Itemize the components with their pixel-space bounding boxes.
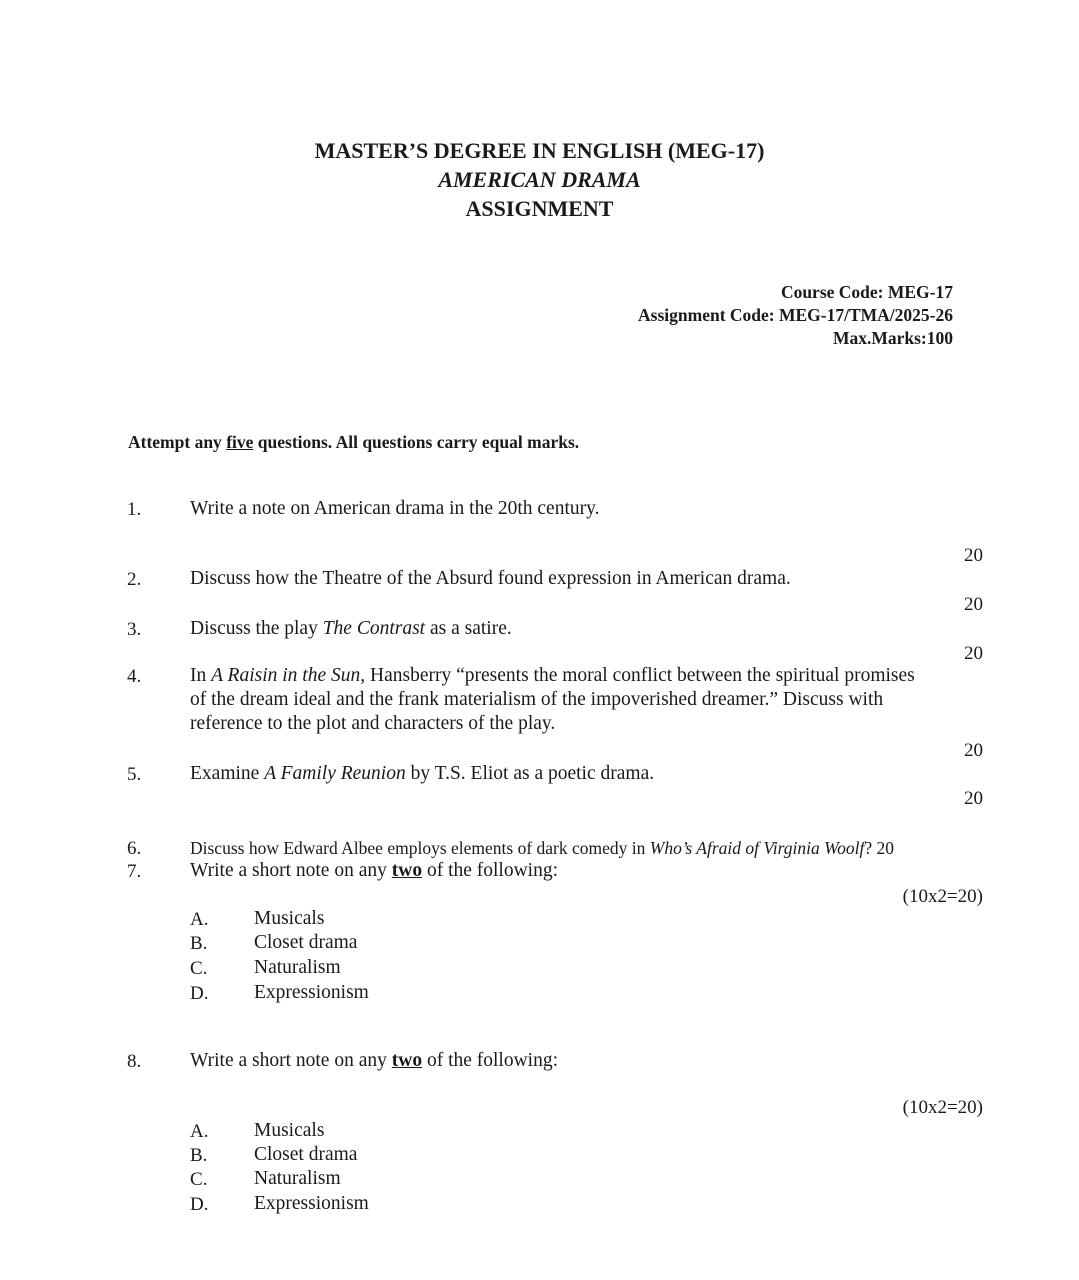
play-title: A Raisin in the Sun, (211, 665, 366, 686)
question-number: 2. (127, 569, 142, 590)
play-title: The Contrast (322, 618, 426, 639)
question-marks: 20 (964, 594, 983, 615)
question-text-pre: Write a short note on any (190, 860, 392, 881)
question-marks: (10x2=20) (902, 1097, 983, 1118)
instruction-emph: five (226, 432, 254, 452)
question-text-pre: Discuss how Edward Albee employs elements of dark comedy in (190, 838, 650, 858)
question-emph: two (391, 860, 423, 881)
question-text (190, 1050, 558, 1072)
question-text-pre: In (190, 665, 212, 686)
question-marks: 20 (964, 740, 983, 761)
option-letter: C. (190, 1169, 208, 1190)
option-text: Naturalism (254, 957, 341, 978)
option-text: Musicals (254, 908, 325, 929)
option-letter: C. (190, 958, 208, 979)
option-text: Closet drama (254, 1144, 358, 1165)
question-number: 4. (127, 666, 142, 687)
question-number: 8. (127, 1051, 142, 1072)
question-text: Discuss how the Theatre of the Absurd found expression in American drama. (190, 568, 791, 589)
play-title: Who’s Afraid of Virginia Woolf (649, 838, 865, 858)
question-line: reference to the plot and characters of the play. (190, 713, 556, 734)
assignment-code: Assignment Code: MEG-17/TMA/2025-26 (638, 305, 953, 325)
question-text (190, 860, 558, 882)
question-text-pre: Write a short note on any (190, 1050, 392, 1071)
option-letter: B. (190, 1145, 208, 1166)
question-text-post: ? 20 (864, 838, 894, 858)
page-title: MASTER’S DEGREE IN ENGLISH (MEG-17) (314, 138, 765, 163)
instruction-post: questions. All questions carry equal marks. (253, 432, 580, 452)
document-type: ASSIGNMENT (465, 196, 614, 221)
option-letter: B. (190, 933, 208, 954)
option-letter: D. (190, 1194, 209, 1215)
option-text: Expressionism (254, 1193, 369, 1214)
option-text: Naturalism (254, 1168, 341, 1189)
instruction (128, 432, 579, 453)
question-text-pre: Examine (190, 763, 265, 784)
max-marks: Max.Marks:100 (832, 328, 953, 348)
instruction-pre: Attempt any (128, 432, 227, 452)
option-text: Closet drama (254, 932, 358, 953)
question-text (190, 838, 894, 859)
question-text-post: Hansberry “presents the moral conflict between the spiritual promises (365, 665, 915, 686)
question-number: 7. (127, 861, 142, 882)
question-marks: 20 (964, 788, 983, 809)
question-number: 1. (127, 499, 142, 520)
option-text: Expressionism (254, 982, 369, 1003)
option-text: Musicals (254, 1120, 325, 1141)
option-letter: D. (190, 983, 209, 1004)
question-text-post: of the following: (422, 1050, 559, 1071)
question-line (190, 664, 915, 688)
question-text: Write a note on American drama in the 20th century. (190, 498, 600, 519)
question-number: 3. (127, 619, 142, 640)
option-letter: A. (190, 909, 209, 930)
question-text (190, 618, 512, 640)
question-marks: 20 (964, 643, 983, 664)
question-text-post: of the following: (422, 860, 559, 881)
question-marks: 20 (964, 545, 983, 566)
question-text (190, 763, 654, 785)
play-title: A Family Reunion (264, 763, 406, 784)
course-subtitle: AMERICAN DRAMA (438, 167, 641, 192)
question-number: 5. (127, 764, 142, 785)
question-text-pre: Discuss the play (190, 618, 323, 639)
question-text-post: as a satire. (425, 618, 512, 639)
question-line: of the dream ideal and the frank materialism of the impoverished dreamer.” Discuss with (190, 689, 884, 710)
question-text (190, 664, 915, 736)
question-text-post: by T.S. Eliot as a poetic drama. (405, 763, 655, 784)
question-number: 6. (127, 838, 142, 859)
option-letter: A. (190, 1121, 209, 1142)
course-code: Course Code: MEG-17 (780, 282, 953, 302)
question-marks: (10x2=20) (902, 886, 983, 907)
question-emph: two (391, 1050, 423, 1071)
